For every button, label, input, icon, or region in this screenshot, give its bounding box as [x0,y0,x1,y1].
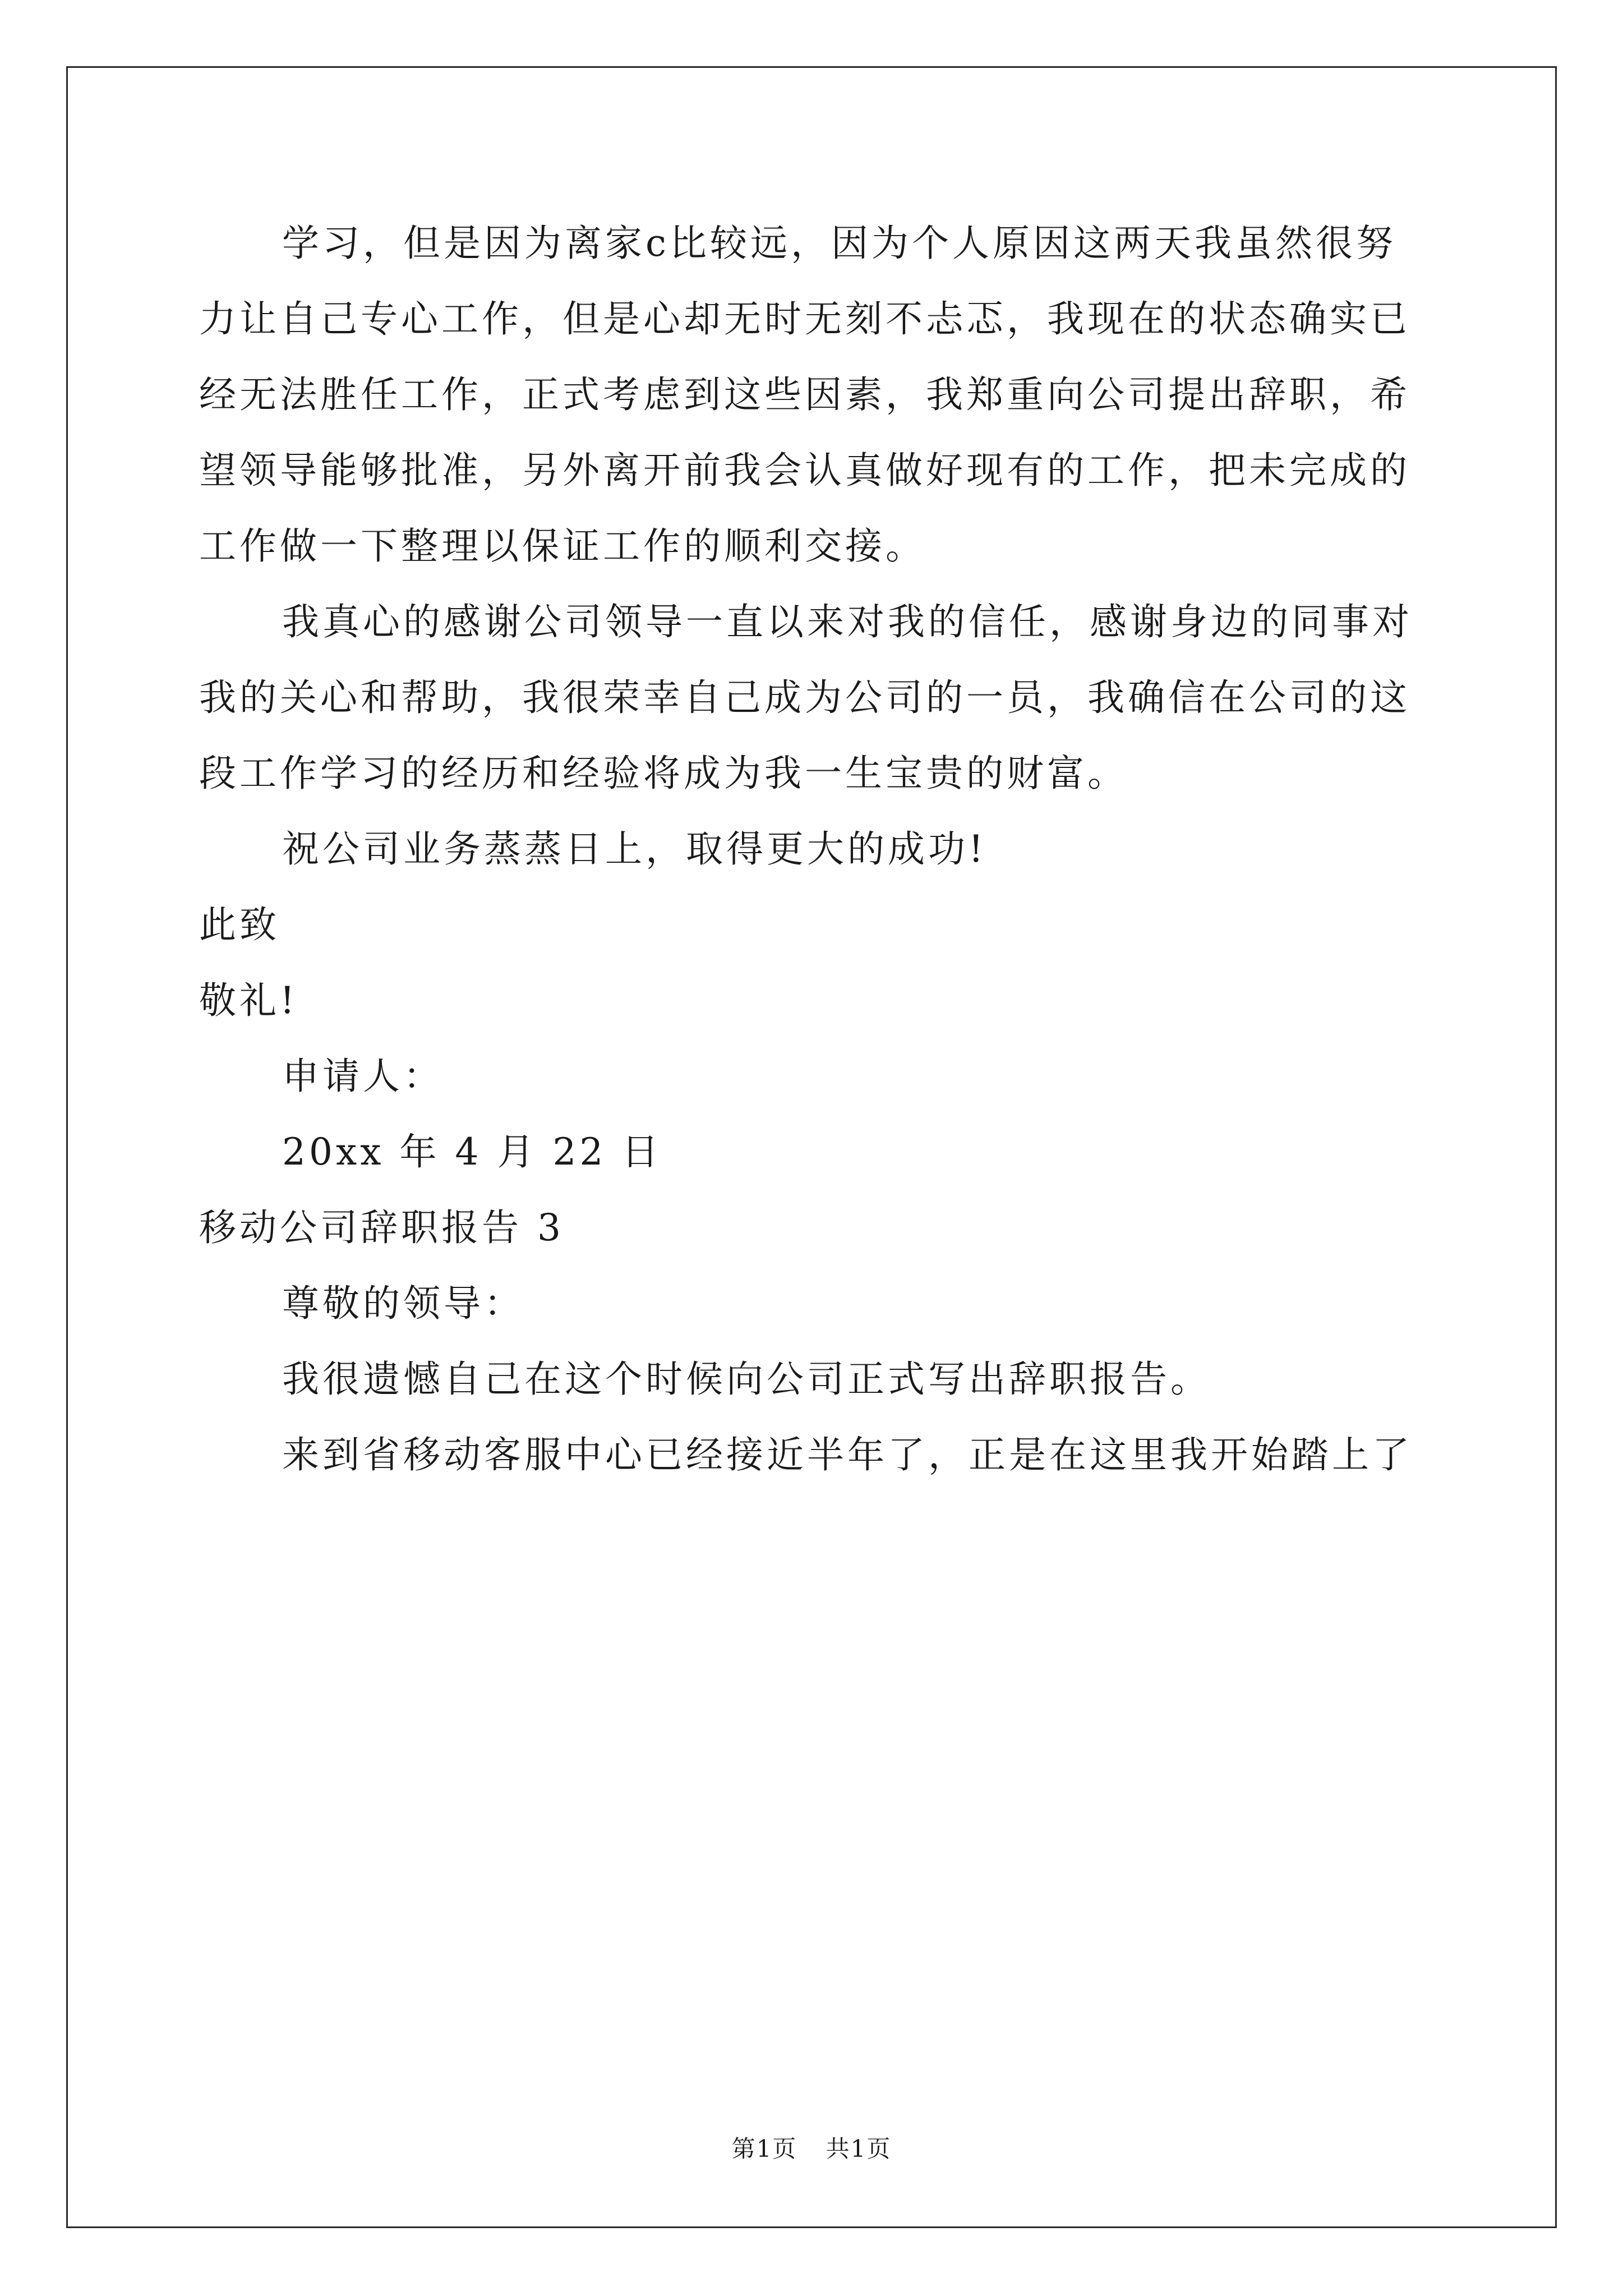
text-line: 力让自己专心工作，但是心却无时无刻不忐忑，我现在的状态确实已 [199,297,1410,341]
text-line: 来到省移动客服中心已经接近半年了，正是在这里我开始踏上了 [282,1433,1413,1476]
page-footer [0,2131,1623,2164]
closing-salutation: 此致 [199,903,280,946]
text-line: 工作做一下整理以保证工作的顺利交接。 [199,524,926,568]
section-title: 移动公司辞职报告 3 [199,1206,564,1249]
text-line: 我的关心和帮助，我很荣幸自己成为公司的一员，我确信在公司的这 [199,676,1410,719]
text-line: 望领导能够批准，另外离开前我会认真做好现有的工作，把未完成的 [199,449,1410,492]
text-line: 我很遗憾自己在这个时候向公司正式写出辞职报告。 [282,1358,1211,1401]
closing-regards: 敬礼! [199,979,298,1022]
date-line: 20xx 年 4 月 22 日 [282,1130,662,1174]
page-number: 第1页 [731,2135,797,2162]
page-count: 共1页 [826,2135,892,2162]
text-line: 段工作学习的经历和经验将成为我一生宝贵的财富。 [199,752,1128,795]
text-line: 我真心的感谢公司领导一直以来对我的信任，感谢身边的同事对 [282,600,1413,643]
applicant-label: 申请人： [282,1055,444,1098]
text-line: 经无法胜任工作，正式考虑到这些因素，我郑重向公司提出辞职，希 [199,373,1410,416]
greeting: 尊敬的领导： [282,1282,524,1325]
text-line: 学习，但是因为离家c比较远，因为个人原因这两天我虽然很努 [282,222,1396,265]
text-line: 祝公司业务蒸蒸日上，取得更大的成功! [282,827,987,871]
